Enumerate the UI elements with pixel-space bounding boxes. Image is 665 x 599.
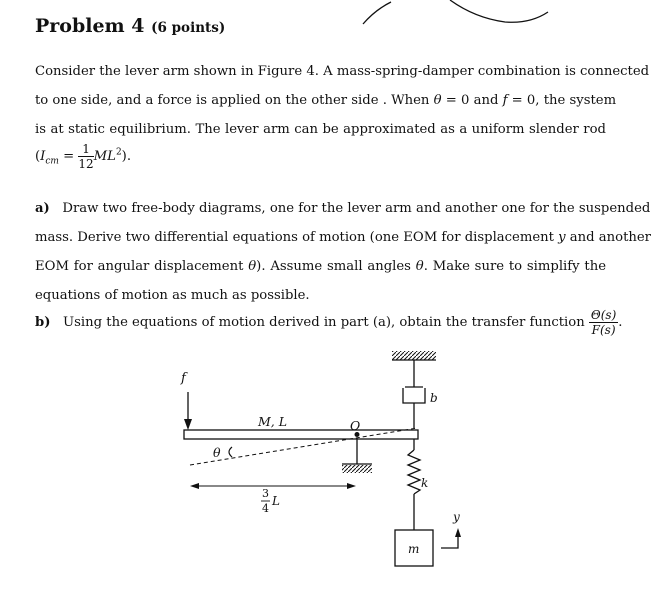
f-symbol: f	[502, 93, 508, 108]
part-b-end: .	[618, 315, 623, 330]
intro-line-1: Consider the lever arm shown in Figure 4. A mass-spring-damper combination is connected	[35, 64, 650, 79]
intro-line-2-b: = 0 and	[441, 93, 503, 108]
ceiling-support	[392, 351, 436, 360]
part-a-line-3-b: ). Assume small angles	[256, 259, 416, 274]
inertia-open: (	[35, 149, 41, 164]
angle-label: θ	[213, 445, 221, 460]
y-symbol: y	[558, 230, 566, 245]
intro-line-2-a: to one side, and a force is applied on the other side . When	[35, 93, 434, 108]
part-a-line-2-b: and another	[565, 230, 651, 245]
part-a-line-2-a: mass. Derive two differential equations of motion (one EOM for displacement	[35, 230, 559, 245]
theta-symbol-3: θ	[415, 259, 424, 274]
pivot-ground	[342, 465, 372, 473]
beam-label: M, L	[258, 414, 288, 429]
force-label: f	[181, 371, 186, 386]
problem-title-text: Problem 4	[35, 15, 145, 37]
theta-symbol-2: θ	[248, 259, 257, 274]
inertia-ML: ML	[93, 149, 116, 164]
problem-points: (6 points)	[151, 20, 226, 36]
intro-line-2-c: = 0, the system	[507, 93, 617, 108]
part-a-line-1-text: Draw two free-body diagrams, one for the lever arm and another one for the suspended	[62, 201, 651, 216]
part-b-text: Using the equations of motion derived in part (a), obtain the transfer function	[63, 315, 589, 330]
inertia-I: I	[40, 149, 46, 164]
dimension-denominator: 4	[262, 502, 269, 515]
theta-symbol: θ	[433, 93, 442, 108]
tf-denominator: F(s)	[591, 323, 616, 337]
dimension-numerator: 3	[262, 487, 269, 500]
inertia-sub: cm	[45, 156, 59, 167]
inertia-sup: 2	[115, 147, 122, 158]
part-a-line-3-a: EOM for angular displacement	[35, 259, 249, 274]
displacement-label: y	[453, 510, 460, 524]
inertia-close: ).	[121, 149, 132, 164]
damper-label: b	[430, 391, 438, 405]
angle-arc	[229, 447, 232, 457]
dimension-line	[190, 483, 356, 489]
spring	[408, 439, 420, 530]
intro-line-3: is at static equilibrium. The lever arm can be approximated as a uniform slender rod	[35, 122, 606, 137]
inertia-den: 12	[78, 157, 94, 171]
mass-label: m	[408, 542, 420, 556]
displacement-arrow	[441, 528, 461, 548]
lever-beam	[184, 430, 418, 439]
part-b-label: b)	[35, 315, 51, 330]
part-a-line-3-c: . Make sure to simplify the	[423, 259, 607, 274]
inertia-num: 1	[78, 143, 93, 157]
damper	[403, 360, 425, 428]
force-arrow	[184, 392, 192, 430]
tf-numerator: Θ(s)	[590, 308, 617, 322]
dimension-L: L	[272, 494, 280, 508]
pivot-label: O	[350, 418, 361, 433]
part-a-label: a)	[35, 201, 50, 216]
spring-label: k	[421, 476, 429, 490]
inertia-eq: =	[58, 149, 79, 164]
part-a-line-4: equations of motion as much as possible.	[35, 288, 310, 303]
